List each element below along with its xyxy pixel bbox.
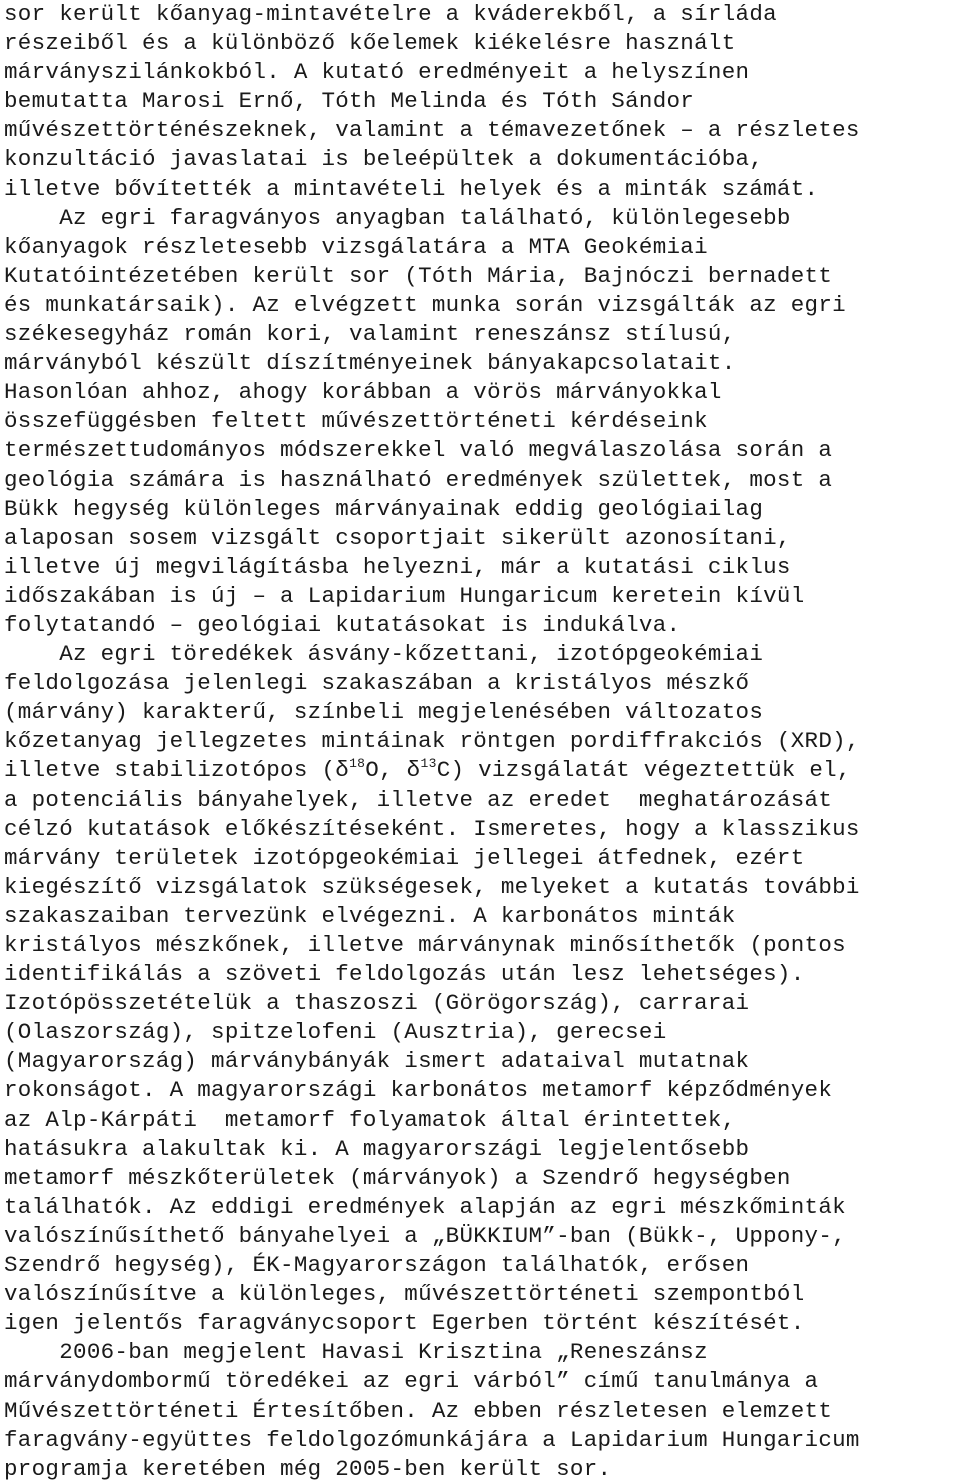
carbon-isotope-superscript: 13	[420, 756, 437, 772]
text-line: (Olaszország), spitzelofeni (Ausztria), gerecsei	[4, 1019, 667, 1046]
text-line: feldolgozása jelenlegi szakaszában a kristályos mészkő	[4, 670, 750, 697]
text-line: alaposan sosem vizsgált csoportjait sikerült azonosítani,	[4, 524, 791, 551]
text-line: folytatandó – geológiai kutatásokat is indukálva.	[4, 611, 681, 638]
text-line: márványszilánkokból. A kutató eredményeit a helyszínen	[4, 59, 750, 86]
text-line: metamorf mészkőterületek (márványok) a Szendrő hegységben	[4, 1164, 791, 1191]
text-line: Kutatóintézetében került sor (Tóth Mária, Bajnóczi bernadett	[4, 262, 833, 289]
paragraph-start-line: Az egri faragványos anyagban található, különlegesebb	[4, 204, 791, 231]
text-line: hatásukra alakultak ki. A magyarországi legjelentősebb	[4, 1135, 750, 1162]
text-line: kiegészítő vizsgálatok szükségesek, melyeket a kutatás további	[4, 873, 860, 900]
text-line: bemutatta Marosi Ernő, Tóth Melinda és Tóth Sándor	[4, 88, 695, 115]
text-line: valószínűsítve a különleges, művészettörténeti szempontból	[4, 1281, 805, 1308]
isotope-suffix: C) vizsgálatát végeztettük el,	[436, 757, 851, 784]
text-line: összefüggésben feltett művészettörténeti kérdéseink	[4, 408, 708, 435]
isotope-mid: O, δ	[365, 757, 421, 784]
text-line: (márvány) karakterű, színbeli megjelenésében változatos	[4, 699, 764, 726]
text-line: kőanyagok részletesebb vizsgálatára a MTA Geokémiai	[4, 233, 708, 260]
text-line: kőzetanyag jellegzetes mintáinak röntgen pordiffrakciós (XRD),	[4, 728, 860, 755]
paragraph-start-line: Az egri töredékek ásvány-kőzettani, izotópgeokémiai	[4, 641, 764, 668]
text-line: és munkatársaik). Az elvégzett munka során vizsgálták az egri	[4, 291, 846, 318]
text-line: célzó kutatások előkészítéseként. Ismeretes, hogy a klasszikus	[4, 815, 860, 842]
text-line: rokonságot. A magyarországi karbonátos metamorf képződmények	[4, 1077, 833, 1104]
text-line: márványdombormű töredékei az egri várból” című tanulmánya a	[4, 1368, 819, 1395]
text-line: Bükk hegység különleges márványainak eddig geológiailag	[4, 495, 764, 522]
text-line: programja keretében még 2005-ben került sor.	[4, 1455, 612, 1482]
text-line: illetve új megvilágításba helyezni, már a kutatási ciklus	[4, 553, 791, 580]
text-line: Művészettörténeti Értesítőben. Az ebben részletesen elemzett	[4, 1397, 833, 1424]
text-line: márványból készült díszítményeinek bányakapcsolatait.	[4, 350, 736, 377]
text-line: (Magyarország) márványbányák ismert adataival mutatnak	[4, 1048, 750, 1075]
text-line: időszakában is új – a Lapidarium Hungaricum keretein kívül	[4, 582, 805, 609]
text-line: identifikálás a szöveti feldolgozás után lesz lehetséges).	[4, 961, 805, 988]
text-line: találhatók. Az eddigi eredmények alapján az egri mészkőminták	[4, 1193, 846, 1220]
text-line: természettudományos módszerekkel való megválaszolása során a	[4, 437, 833, 464]
oxygen-isotope-superscript: 18	[349, 756, 366, 772]
text-line: sor került kőanyag-mintavételre a kváderekből, a sírláda	[4, 1, 777, 27]
text-line: kristályos mészkőnek, illetve márványnak minősíthetők (pontos	[4, 932, 846, 958]
text-line: a potenciális bányahelyek, illetve az eredet meghatározását	[4, 786, 833, 813]
text-line: geológia számára is használható eredmények születtek, most a	[4, 466, 833, 493]
text-line: székesegyház román kori, valamint reneszánsz stílusú,	[4, 321, 736, 348]
text-line: az Alp-Kárpáti metamorf folyamatok által érintettek,	[4, 1106, 736, 1133]
text-line: konzultáció javaslatai is beleépültek a dokumentációba,	[4, 146, 764, 173]
text-line: részeiből és a különböző kőelemek kiékelésre használt	[4, 30, 736, 57]
text-line: illetve bővítették a mintavételi helyek és a minták számát.	[4, 175, 819, 202]
text-line: Hasonlóan ahhoz, ahogy korábban a vörös márványokkal	[4, 379, 722, 406]
text-line: szakaszaiban tervezünk elvégezni. A karbonátos minták	[4, 902, 736, 929]
text-line: művészettörténészeknek, valamint a témavezetőnek – a részletes	[4, 117, 860, 144]
text-line: igen jelentős faragványcsoport Egerben történt készítését.	[4, 1310, 805, 1337]
paragraph-start-line: 2006-ban megjelent Havasi Krisztina „Reneszánsz	[4, 1339, 708, 1366]
text-line: Szendrő hegység), ÉK-Magyarországon találhatók, erősen	[4, 1252, 750, 1279]
isotope-prefix: illetve stabilizotópos (δ	[4, 757, 350, 784]
text-line: faragvány-együttes feldolgozómunkájára a Lapidarium Hungaricum	[4, 1426, 860, 1453]
text-line: valószínűsíthető bányahelyei a „BÜKKIUM”-ban (Bükk-, Uppony-,	[4, 1222, 846, 1249]
text-line: Izotópösszetételük a thaszoszi (Görögország), carrarai	[4, 990, 750, 1017]
isotope-text-line	[4, 756, 960, 785]
text-line: márvány területek izotópgeokémiai jellegei átfednek, ezért	[4, 844, 805, 871]
